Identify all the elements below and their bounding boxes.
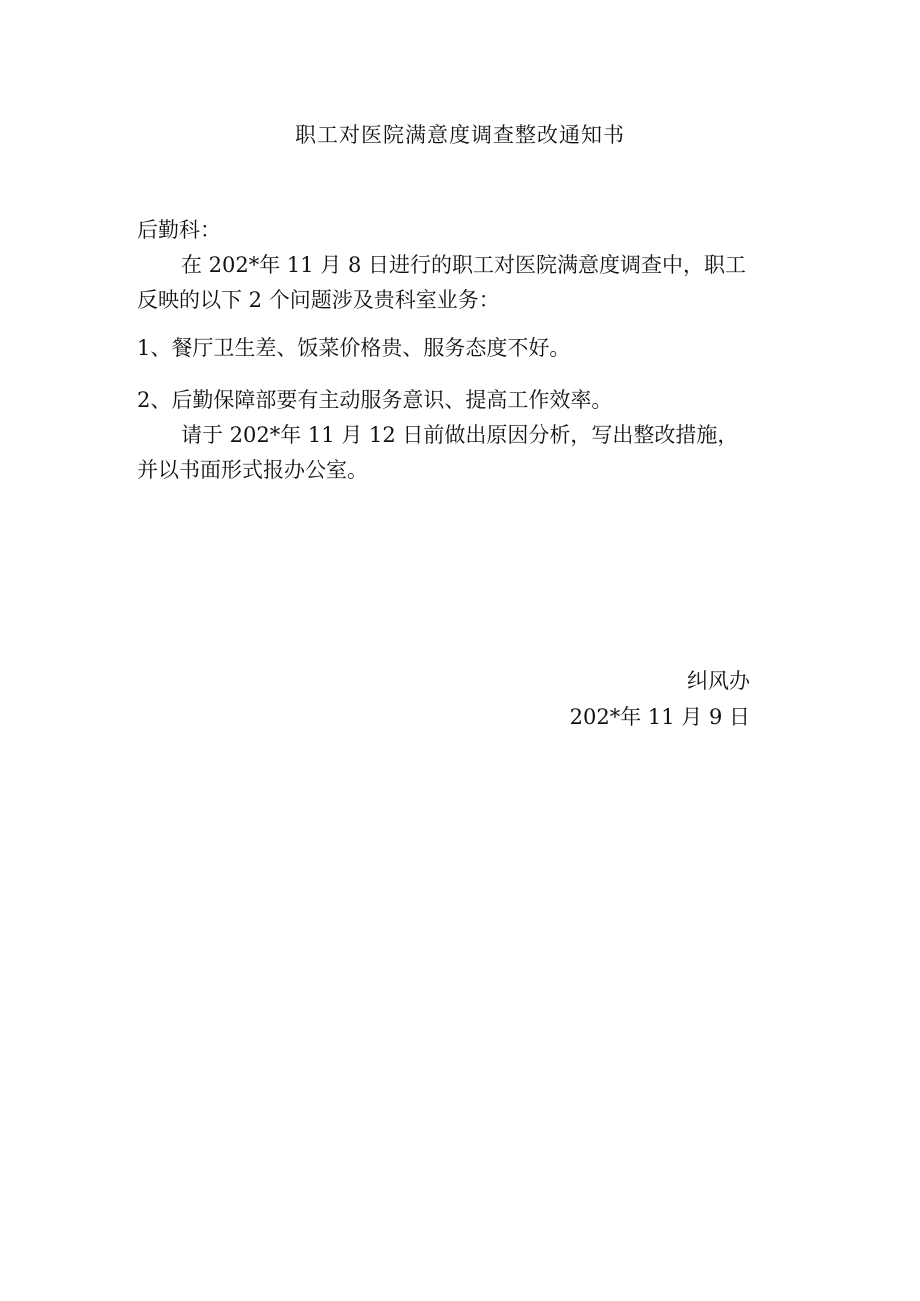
signature-office: 纠风办 bbox=[687, 669, 750, 693]
paragraph-1-line-2: 反映的以下 2 个问题涉及贵科室业务： bbox=[137, 288, 500, 312]
document-body bbox=[137, 213, 783, 488]
list-item-2: 2、后勤保障部要有主动服务意识、提高工作效率。 bbox=[137, 388, 613, 412]
list-item-1: 1、餐厅卫生差、饭菜价格贵、服务态度不好。 bbox=[137, 336, 571, 360]
paragraph-2-line-1: 请于 202*年 11 月 12 日前做出原因分析，写出整改措施， bbox=[181, 423, 739, 447]
document-title: 职工对医院满意度调查整改通知书 bbox=[295, 123, 625, 147]
paragraph-2-line-2: 并以书面形式报办公室。 bbox=[137, 458, 368, 482]
signature-block bbox=[570, 663, 750, 735]
signature-date: 202*年 11 月 9 日 bbox=[569, 705, 750, 729]
paragraph-1-line-1: 在 202*年 11 月 8 日进行的职工对医院满意度调查中，职工 bbox=[181, 253, 747, 277]
recipient-line: 后勤科： bbox=[137, 218, 221, 242]
